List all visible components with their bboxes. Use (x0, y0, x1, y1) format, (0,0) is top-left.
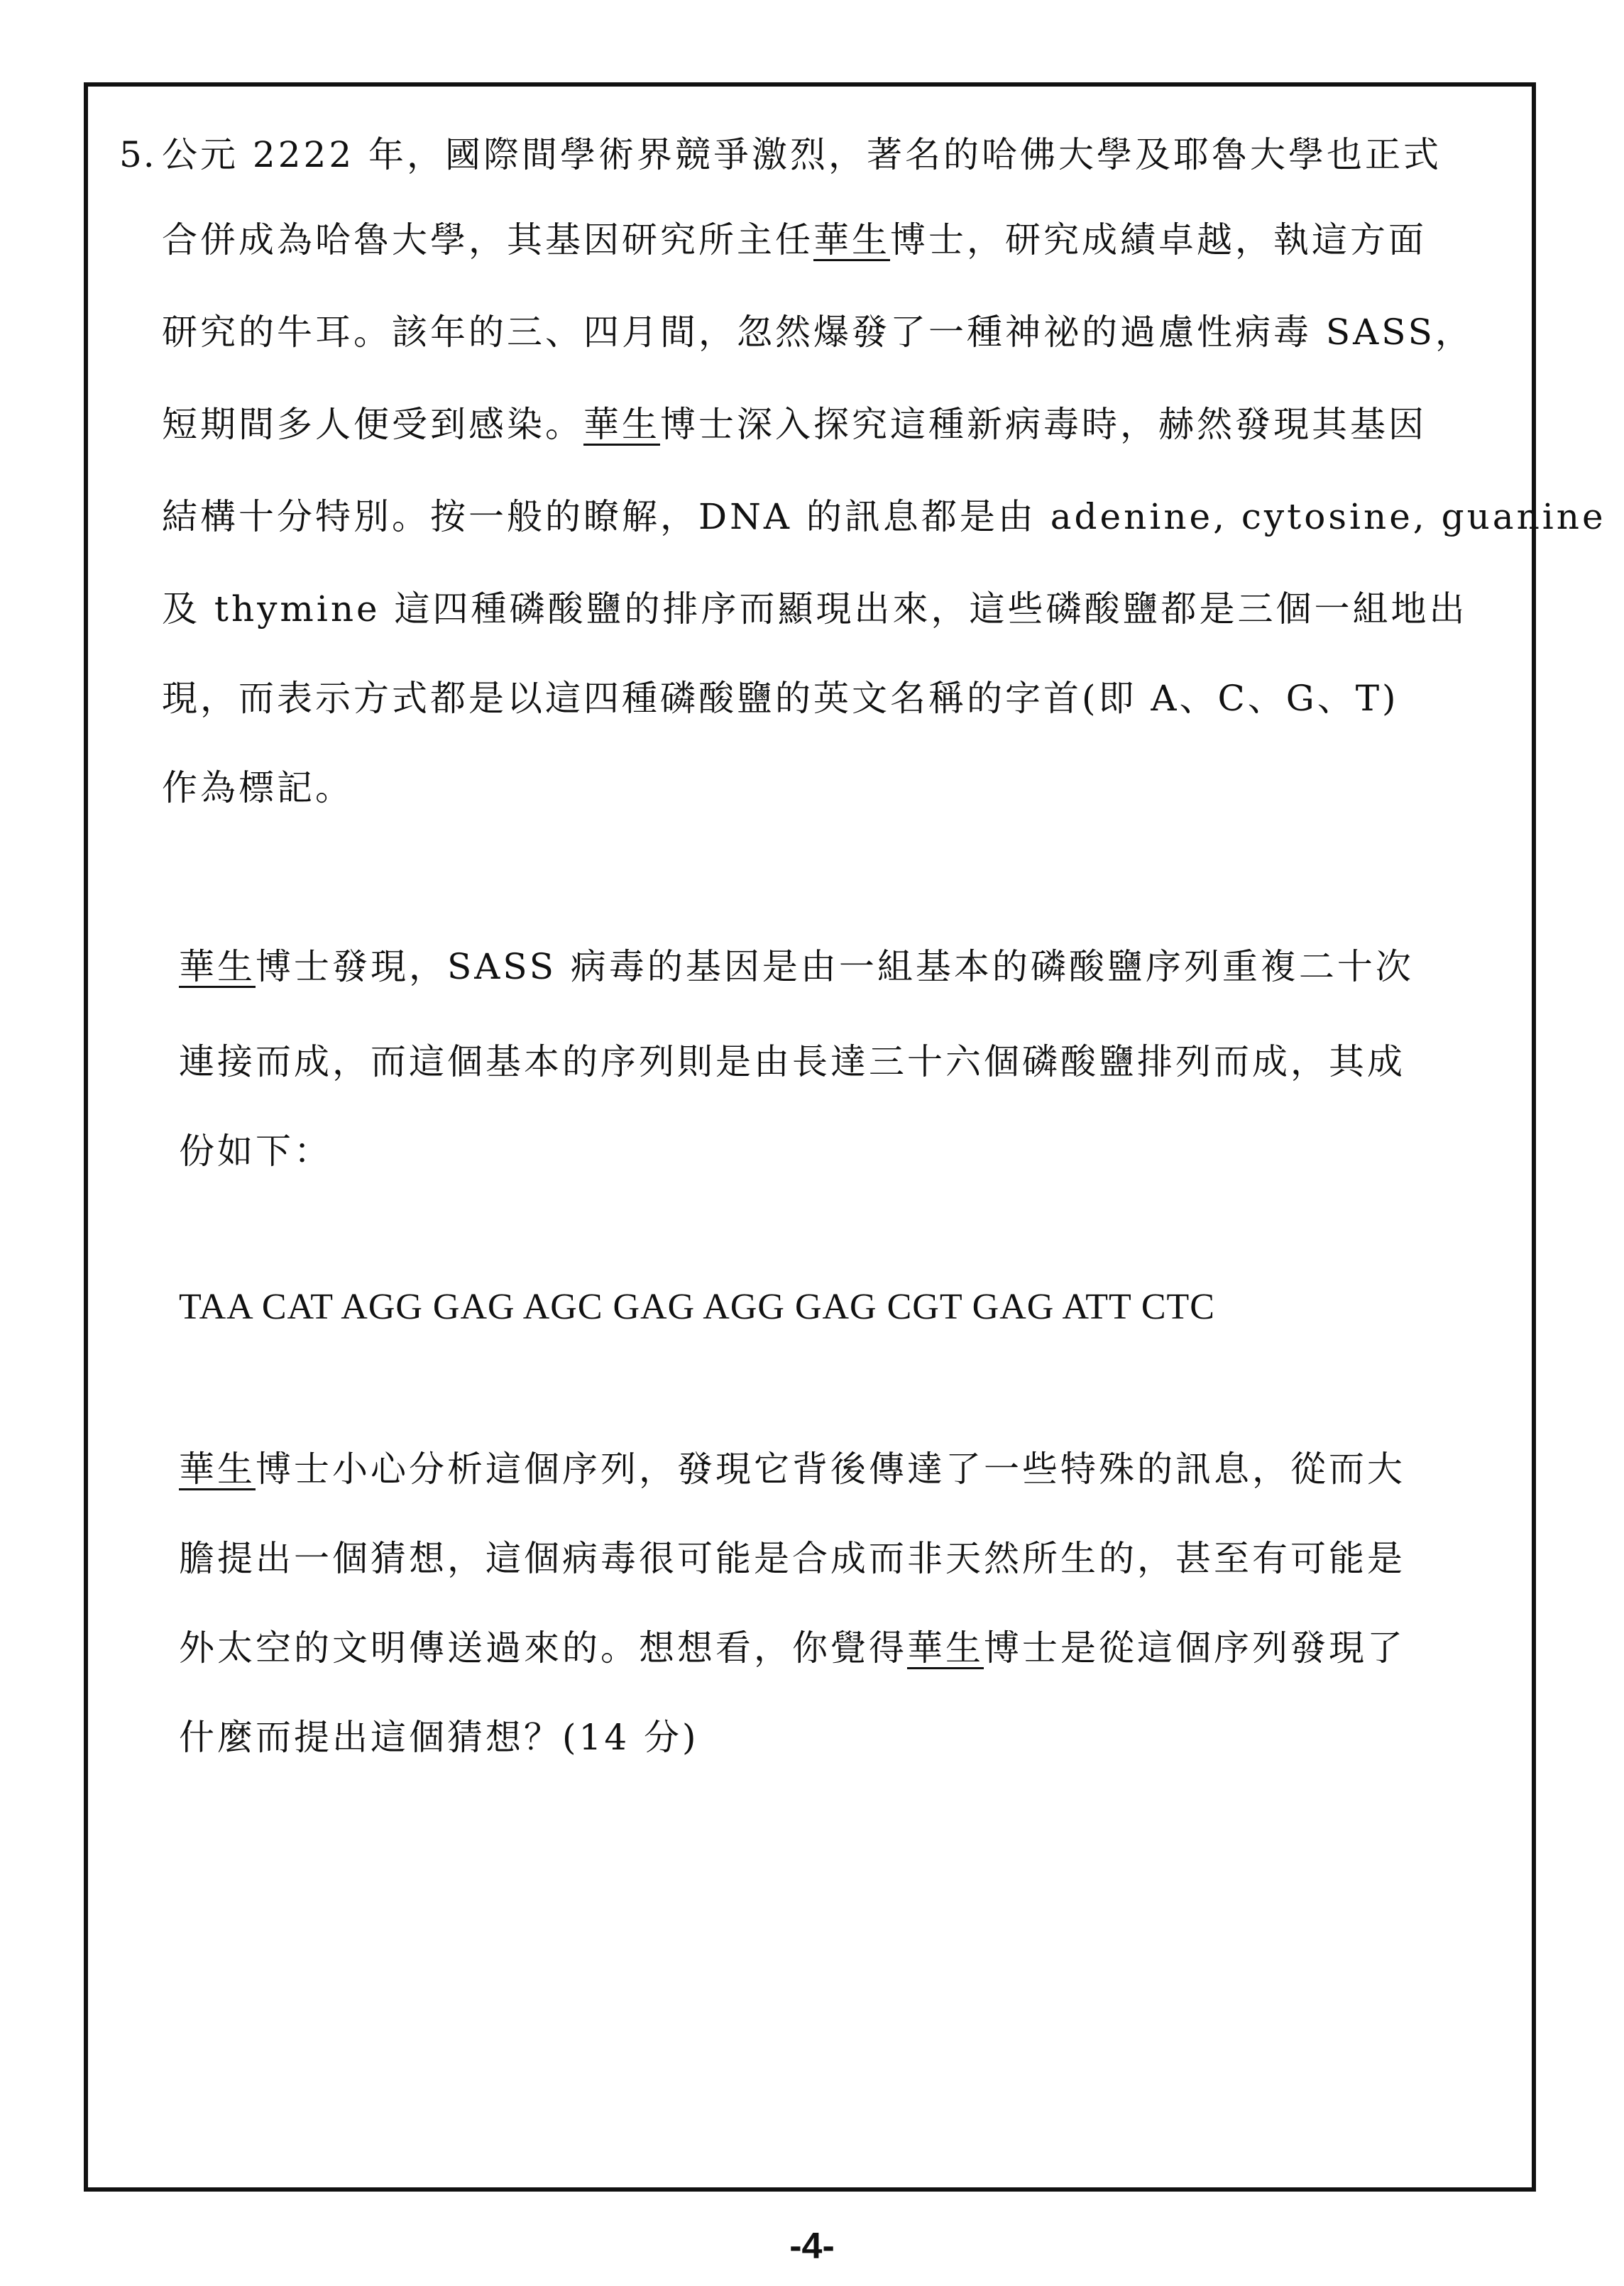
text-segment: 份如下： (179, 1131, 332, 1172)
discovery-line-1 (179, 944, 1414, 989)
text-segment: 博士發現，SASS 病毒的基因是由一組基本的磷酸鹽序列重複二十次 (256, 946, 1414, 987)
text-segment: 博士，研究成績卓越，執這方面 (890, 219, 1427, 260)
intro-line-6 (162, 586, 1468, 632)
intro-line-1 (162, 132, 1442, 177)
intro-line-2 (162, 217, 1427, 263)
intro-line-5 (162, 494, 1606, 539)
name-underlined: 華生 (179, 946, 256, 987)
analysis-line-4 (179, 1715, 699, 1760)
text-segment: 什麼而提出這個猜想？(14 分) (179, 1717, 699, 1758)
text-segment: 研究的牛耳。該年的三、四月間，忽然爆發了一種神祕的過慮性病毒 SASS， (162, 312, 1474, 353)
text-segment: 博士深入探究這種新病毒時，赫然發現其基因 (660, 404, 1427, 445)
text-segment: 公元 2222 年，國際間學術界競爭激烈，著名的哈佛大學及耶魯大學也正式 (162, 134, 1442, 175)
page-number: -4- (789, 2226, 835, 2267)
intro-line-8 (162, 765, 353, 810)
text-segment: 短期間多人便受到感染。 (162, 404, 583, 445)
text-segment: 外太空的文明傳送過來的。想想看，你覺得 (179, 1627, 907, 1669)
analysis-line-1 (179, 1446, 1405, 1492)
text-segment: 博士是從這個序列發現了 (984, 1627, 1405, 1669)
analysis-line-3 (179, 1625, 1405, 1671)
dna-sequence: TAA CAT AGG GAG AGC GAG AGG GAG CGT GAG ATT CTC (179, 1287, 1215, 1327)
text-segment: 合併成為哈魯大學，其基因研究所主任 (162, 219, 813, 260)
intro-line-3 (162, 309, 1474, 355)
text-segment: 連接而成，而這個基本的序列則是由長達三十六個磷酸鹽排列而成，其成 (179, 1041, 1405, 1082)
text-segment: 現，而表示方式都是以這四種磷酸鹽的英文名稱的字首(即 A、C、G、T) (162, 678, 1399, 719)
intro-line-7 (162, 676, 1399, 721)
analysis-line-2 (179, 1536, 1405, 1581)
text-segment: 博士小心分析這個序列，發現它背後傳達了一些特殊的訊息，從而大 (256, 1449, 1405, 1490)
name-underlined: 華生 (907, 1627, 984, 1669)
text-segment: 作為標記。 (162, 767, 353, 808)
discovery-line-2 (179, 1039, 1405, 1084)
text-segment: 膽提出一個猜想，這個病毒很可能是合成而非天然所生的，甚至有可能是 (179, 1538, 1405, 1579)
name-underlined: 華生 (583, 404, 660, 445)
name-underlined: 華生 (813, 219, 890, 260)
name-underlined: 華生 (179, 1449, 256, 1490)
text-segment: 及 thymine 這四種磷酸鹽的排序而顯現出來，這些磷酸鹽都是三個一組地出 (162, 588, 1468, 630)
text-segment: 結構十分特別。按一般的瞭解，DNA 的訊息都是由 adenine, cytosine, guanine (162, 496, 1606, 537)
intro-line-4 (162, 402, 1427, 447)
discovery-line-3 (179, 1128, 332, 1174)
question-number: 5. (119, 134, 156, 175)
